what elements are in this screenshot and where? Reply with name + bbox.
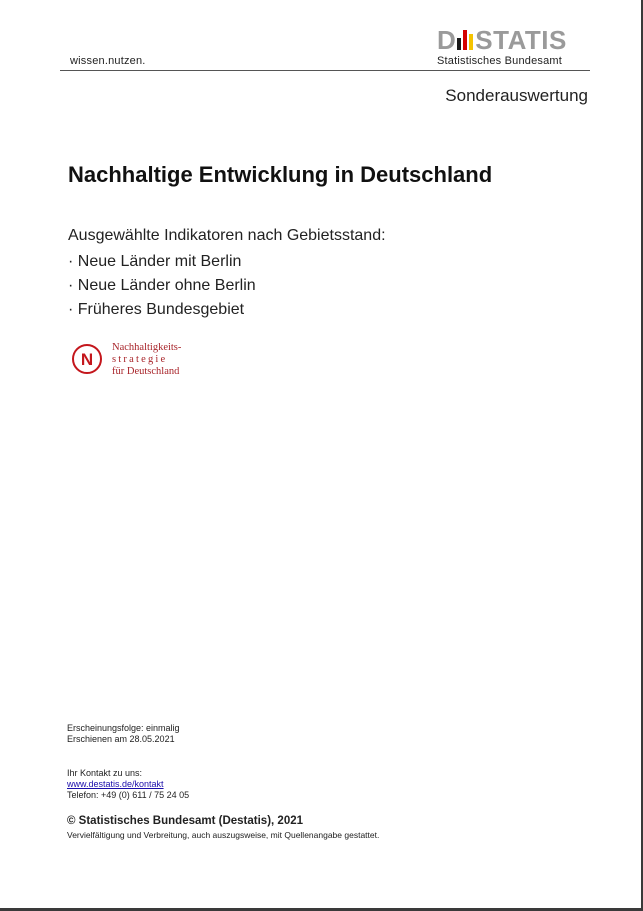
- region-item: · Früheres Bundesgebiet: [68, 301, 245, 318]
- contact-info: [67, 768, 189, 801]
- report-type: Sonderauswertung: [445, 86, 588, 105]
- contact-phone: Telefon: +49 (0) 611 / 75 24 05: [67, 790, 190, 800]
- document-subtitle: Ausgewählte Indikatoren nach Gebietsstand:: [68, 227, 386, 244]
- region-list: [68, 250, 256, 322]
- region-item: · Neue Länder mit Berlin: [68, 253, 242, 270]
- copyright-notice: Vervielfältigung und Verbreitung, auch auszugsweise, mit Quellenangabe gestattet.: [67, 830, 380, 840]
- destatis-logo-subtitle: Statistisches Bundesamt: [437, 55, 563, 67]
- sustainability-logo-text: Nachhaltigkeits- strategie für Deutschland: [112, 342, 182, 377]
- header-divider: [60, 70, 590, 71]
- contact-label: Ihr Kontakt zu uns:: [67, 768, 143, 778]
- document-title: Nachhaltige Entwicklung in Deutschland: [68, 162, 493, 187]
- contact-link[interactable]: www.destatis.de/kontakt: [67, 779, 164, 789]
- publication-info: [67, 723, 180, 745]
- region-item: · Neue Länder ohne Berlin: [68, 277, 256, 294]
- n-circle-icon: N: [72, 344, 102, 374]
- flag-bars-icon: [457, 30, 473, 50]
- copyright: © Statistisches Bundesamt (Destatis), 2021: [67, 815, 304, 827]
- publication-date: Erschienen am 28.05.2021: [67, 734, 175, 744]
- destatis-wordmark: D STATIS: [437, 25, 567, 55]
- publication-frequency: Erscheinungsfolge: einmalig: [67, 723, 180, 733]
- tagline: wissen.nutzen.: [70, 55, 146, 67]
